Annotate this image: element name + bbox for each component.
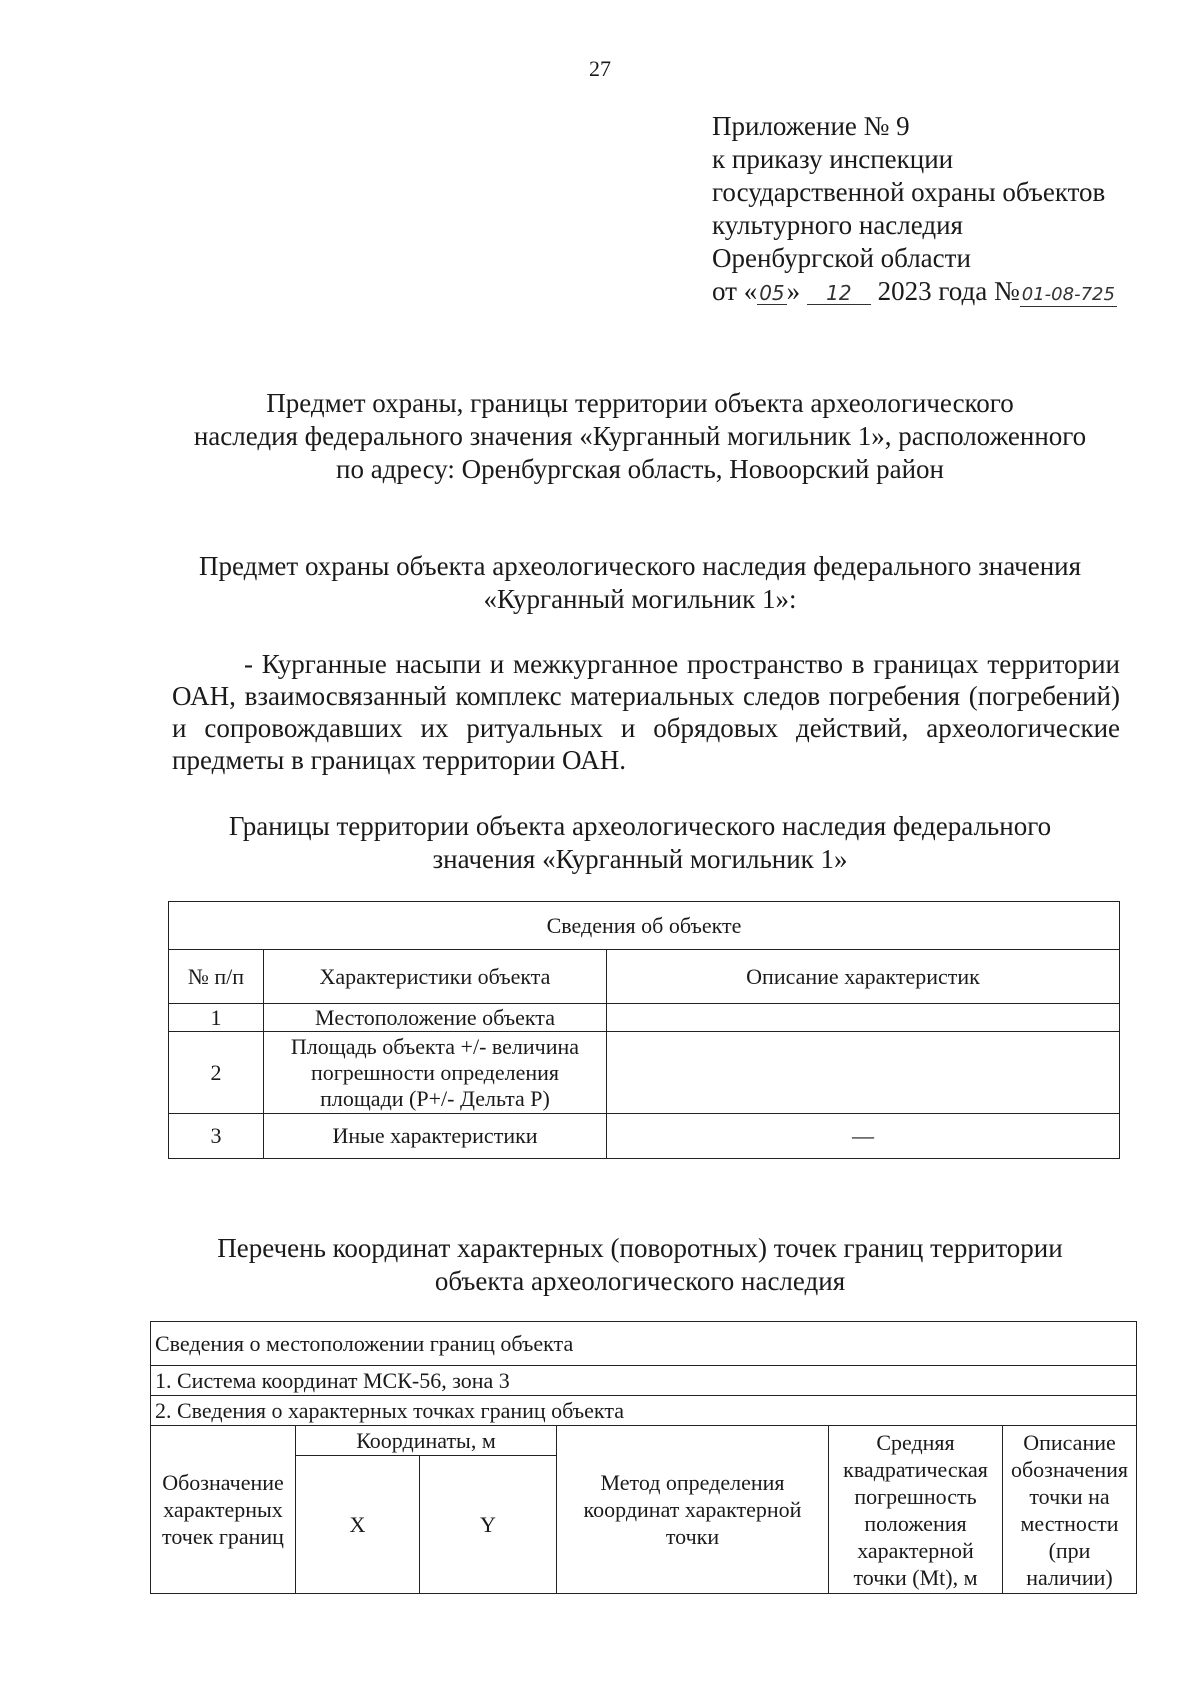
page-number: 27 <box>589 56 611 81</box>
row-characteristic: Площадь объекта +/- величина погрешности определения площади (P+/- Дельта P) <box>264 1032 607 1114</box>
subject-text: - Курганные насыпи и межкурганное пространство в границах территории ОАН, взаимосвязанный комплекс материальных следов погребения (погребений) и сопровождавших их ритуальных и обрядовых действий, археологические предметы в границах территории ОАН. <box>172 649 1120 775</box>
row-number: 3 <box>169 1114 264 1159</box>
appendix-line: к приказу инспекции <box>712 144 954 174</box>
row-description <box>607 1004 1120 1032</box>
appendix-line: культурного наследия <box>712 210 963 240</box>
row-description <box>607 1032 1120 1114</box>
appendix-line: Оренбургской области <box>712 243 971 273</box>
col-method: Метод определения координат характерной точки <box>557 1426 829 1594</box>
coords-heading <box>160 1232 1120 1298</box>
col-y: Y <box>420 1456 557 1594</box>
title-line: по адресу: Оренбургская область, Новоорский район <box>336 454 944 484</box>
heading-line: объекта археологического наследия <box>434 1266 846 1296</box>
object-table-caption: Сведения об объекте <box>169 902 1120 950</box>
heading-line: «Курганный могильник 1»: <box>483 584 797 614</box>
subject-heading <box>160 550 1120 616</box>
date-mid: » <box>786 276 801 306</box>
heading-line: Границы территории объекта археологического наследия федерального <box>228 811 1052 841</box>
heading-line: Перечень координат характерных (поворотных) точек границ территории <box>217 1233 1063 1263</box>
row-number: 1 <box>169 1004 264 1032</box>
col-point-description: Описание обозначения точки на местности (при наличии) <box>1003 1426 1137 1594</box>
title-line: Предмет охраны, границы территории объекта археологического <box>266 388 1014 418</box>
date-prefix: от « <box>712 276 758 306</box>
handwritten-order-number: 01-08-725 <box>1021 284 1115 305</box>
coords-table-row2: 1. Система координат МСК-56, зона 3 <box>151 1366 1137 1396</box>
row-characteristic: Местоположение объекта <box>264 1004 607 1032</box>
appendix-block <box>712 110 1117 308</box>
object-info-table <box>168 901 1120 1159</box>
row-description: — <box>607 1114 1120 1159</box>
heading-line: Предмет охраны объекта археологического наследия федерального значения <box>198 551 1082 581</box>
date-year: 2023 года № <box>877 276 1020 306</box>
row-number: 2 <box>169 1032 264 1114</box>
title-line: наследия федерального значения «Курганный могильник 1», расположенного <box>193 421 1087 451</box>
header-number: № п/п <box>169 950 264 1004</box>
appendix-line: государственной охраны объектов <box>712 177 1106 207</box>
handwritten-month: 12 <box>807 282 871 305</box>
col-error: Средняя квадратическая погрешность положения характерной точки (Mt), м <box>829 1426 1003 1594</box>
coords-table-row1: Сведения о местоположении границ объекта <box>151 1322 1137 1366</box>
coords-table <box>150 1321 1137 1594</box>
col-x: X <box>296 1456 420 1594</box>
col-designation: Обозначение характерных точек границ <box>151 1426 296 1594</box>
appendix-date-line <box>712 275 1117 308</box>
row-characteristic: Иные характеристики <box>264 1114 607 1159</box>
col-coordinates: Координаты, м <box>296 1426 557 1456</box>
boundaries-heading <box>160 810 1120 876</box>
appendix-line: Приложение № 9 <box>712 111 910 141</box>
header-characteristic: Характеристики объекта <box>264 950 607 1004</box>
header-description: Описание характеристик <box>607 950 1120 1004</box>
coords-table-row3: 2. Сведения о характерных точках границ объекта <box>151 1396 1137 1426</box>
heading-line: значения «Курганный могильник 1» <box>432 844 848 874</box>
document-title <box>160 387 1120 486</box>
handwritten-day: 05 <box>759 281 785 305</box>
